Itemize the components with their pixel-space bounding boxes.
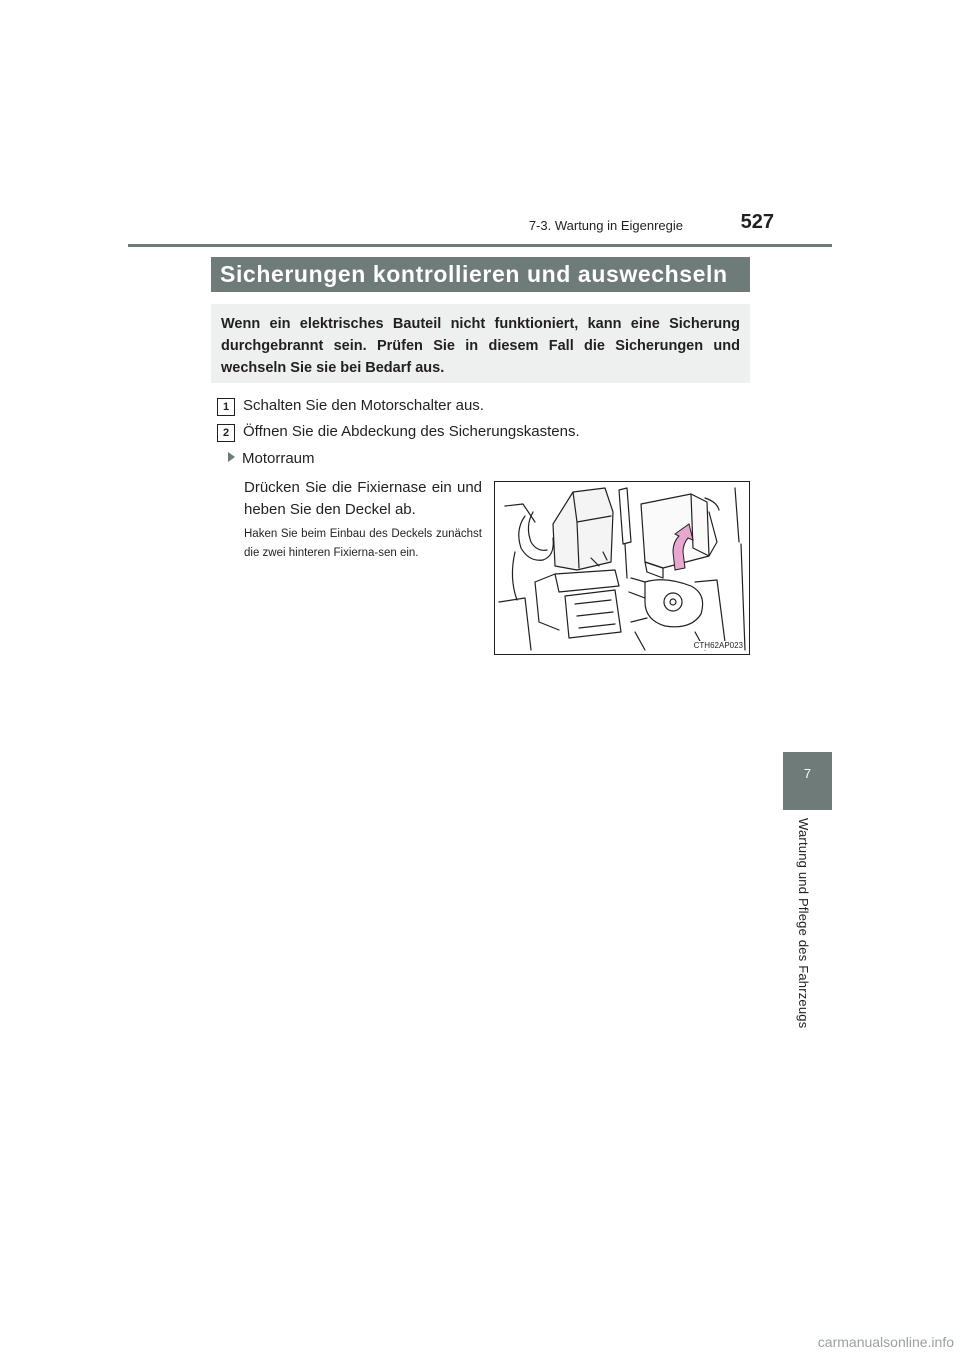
intro-box: [211, 304, 750, 383]
step-text: Schalten Sie den Motorschalter aus.: [243, 397, 484, 414]
step-number-badge: 1: [217, 398, 235, 416]
chapter-tab: [783, 752, 832, 810]
page-title: Sicherungen kontrollieren und auswechseln: [211, 257, 750, 292]
instruction-text: Drücken Sie die Fixiernase ein und heben Sie den Deckel ab.: [244, 479, 482, 518]
step-number-badge: 2: [217, 424, 235, 442]
illustration-code: CTH62AP023: [693, 641, 743, 650]
intro-text: Wenn ein elektrisches Bauteil nicht funktioniert, kann eine Sicherung durchgebrannt sein. Prüfen Sie in diesem Fall die Sicherungen und wechseln Sie sie bei Bedarf aus.: [221, 316, 740, 376]
watermark: carmanualsonline.info: [817, 1334, 954, 1350]
note-text: Haken Sie beim Einbau des Deckels zunächst die zwei hinteren Fixierna-sen ein.: [244, 528, 482, 559]
engine-bay-drawing: [495, 482, 749, 654]
step-text: Öffnen Sie die Abdeckung des Sicherungskastens.: [243, 423, 580, 440]
subsection-heading: [228, 450, 315, 467]
chapter-number: 7: [803, 766, 812, 781]
triangle-bullet-icon: [228, 452, 235, 462]
page-number: 527: [740, 211, 774, 233]
header-rule: [128, 244, 832, 247]
subsection-label: Motorraum: [242, 450, 315, 467]
engine-bay-illustration: [494, 481, 750, 655]
section-title: 7-3. Wartung in Eigenregie: [528, 218, 683, 233]
chapter-title: Wartung und Pflege des Fahrzeugs: [796, 818, 811, 1029]
